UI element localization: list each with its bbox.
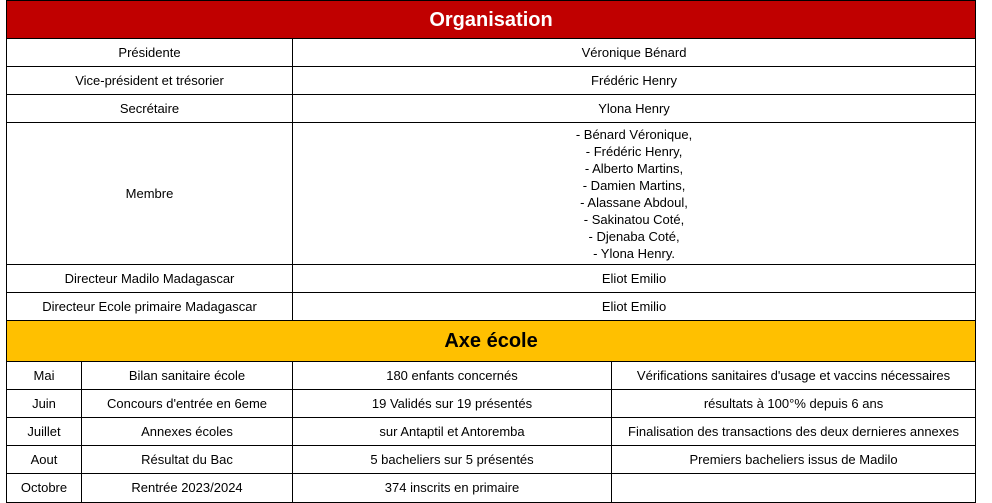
table-row: [7, 362, 976, 390]
month-cell: Aout: [7, 446, 82, 474]
organisation-header-row: [7, 1, 976, 39]
table-row: [7, 265, 976, 293]
list-item: - Alberto Martins,: [584, 160, 684, 176]
name-cell: Véronique Bénard: [293, 39, 976, 67]
action-cell: Concours d'entrée en 6eme: [82, 390, 293, 418]
action-cell: Bilan sanitaire école: [82, 362, 293, 390]
table-row: [7, 39, 976, 67]
action-cell: Rentrée 2023/2024: [82, 474, 293, 503]
member-label-cell: Membre: [7, 123, 293, 265]
axe-ecole-header-row: [7, 321, 976, 362]
table-row: [7, 418, 976, 446]
table-row: [7, 446, 976, 474]
note-cell: Vérifications sanitaires d'usage et vaccins nécessaires: [612, 362, 976, 390]
note-cell: Finalisation des transactions des deux dernieres annexes: [612, 418, 976, 446]
note-cell: [612, 474, 976, 503]
table-row: [7, 474, 976, 503]
organisation-title: Organisation: [7, 1, 976, 39]
note-cell: résultats à 100°% depuis 6 ans: [612, 390, 976, 418]
month-cell: Juillet: [7, 418, 82, 446]
month-cell: Mai: [7, 362, 82, 390]
table-row: [7, 95, 976, 123]
detail-cell: 180 enfants concernés: [293, 362, 612, 390]
role-cell: Secrétaire: [7, 95, 293, 123]
axe-ecole-title: Axe école: [7, 321, 976, 362]
list-item: - Sakinatou Coté,: [583, 211, 685, 227]
month-cell: Juin: [7, 390, 82, 418]
name-cell: Frédéric Henry: [293, 67, 976, 95]
name-cell: Eliot Emilio: [293, 293, 976, 321]
table-row: [7, 390, 976, 418]
list-item: - Bénard Véronique,: [575, 126, 693, 142]
member-list: [295, 126, 973, 262]
action-cell: Résultat du Bac: [82, 446, 293, 474]
organisation-table: [6, 0, 976, 503]
role-cell: Vice-président et trésorier: [7, 67, 293, 95]
name-cell: Eliot Emilio: [293, 265, 976, 293]
list-item: - Ylona Henry.: [593, 245, 675, 261]
role-cell: Directeur Madilo Madagascar: [7, 265, 293, 293]
role-cell: Présidente: [7, 39, 293, 67]
list-item: - Damien Martins,: [582, 177, 686, 193]
name-cell: Ylona Henry: [293, 95, 976, 123]
list-item: - Djenaba Coté,: [588, 228, 680, 244]
detail-cell: 19 Validés sur 19 présentés: [293, 390, 612, 418]
detail-cell: sur Antaptil et Antoremba: [293, 418, 612, 446]
table-row: [7, 293, 976, 321]
member-list-cell: [293, 123, 976, 265]
action-cell: Annexes écoles: [82, 418, 293, 446]
table-row: [7, 123, 976, 265]
role-cell: Directeur Ecole primaire Madagascar: [7, 293, 293, 321]
list-item: - Alassane Abdoul,: [580, 194, 688, 210]
note-cell: Premiers bacheliers issus de Madilo: [612, 446, 976, 474]
list-item: - Frédéric Henry,: [585, 143, 683, 159]
month-cell: Octobre: [7, 474, 82, 503]
detail-cell: 374 inscrits en primaire: [293, 474, 612, 503]
detail-cell: 5 bacheliers sur 5 présentés: [293, 446, 612, 474]
table-row: [7, 67, 976, 95]
